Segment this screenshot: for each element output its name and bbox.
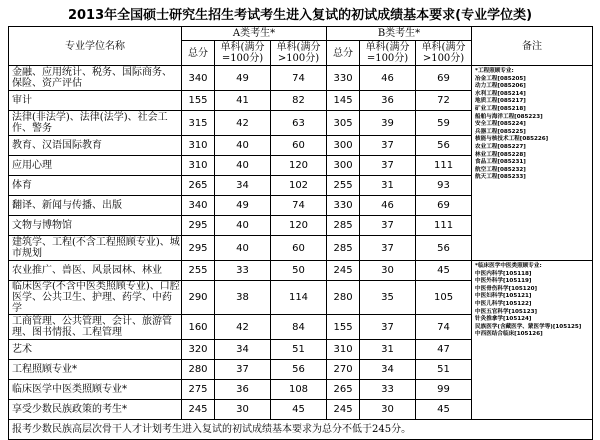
- header-row: [9, 27, 593, 41]
- table-row: [9, 261, 593, 281]
- a-single100: 42: [215, 111, 271, 136]
- remarks-engineering: [472, 66, 593, 261]
- b-single-over100: 56: [416, 236, 472, 261]
- b-total: 285: [327, 216, 360, 236]
- row-name: 临床医学中医类照顾专业*: [9, 380, 182, 400]
- footnote-row: [9, 420, 593, 440]
- b-single-over100: 45: [416, 400, 472, 420]
- a-total: 155: [182, 91, 215, 111]
- a-single-over100: 56: [271, 360, 327, 380]
- b-single-over100: 51: [416, 360, 472, 380]
- row-name: 工商管理、公共管理、会计、旅游管理、图书情报、工程管理: [9, 315, 182, 340]
- b-total: 245: [327, 261, 360, 281]
- a-single-over100: 63: [271, 111, 327, 136]
- row-name: 临床医学(不含中医类照顾专业)、口腔医学、公共卫生、护理、药学、中药学: [9, 281, 182, 315]
- b-single-over100: 111: [416, 216, 472, 236]
- a-single-over100: 84: [271, 315, 327, 340]
- row-name: 审计: [9, 91, 182, 111]
- b-total: 280: [327, 281, 360, 315]
- row-name: 翻译、新闻与传播、出版: [9, 196, 182, 216]
- row-name: 法律(非法学)、法律(法学)、社会工作、警务: [9, 111, 182, 136]
- a-total: 340: [182, 196, 215, 216]
- a-single-over100: 74: [271, 66, 327, 91]
- b-total: 300: [327, 156, 360, 176]
- a-single100: 33: [215, 261, 271, 281]
- a-single-over100: 45: [271, 400, 327, 420]
- a-single100: 40: [215, 216, 271, 236]
- b-single100: 34: [360, 360, 416, 380]
- b-single-over100: 45: [416, 261, 472, 281]
- b-single100: 33: [360, 380, 416, 400]
- a-single-over100: 51: [271, 340, 327, 360]
- b-single100: 30: [360, 400, 416, 420]
- row-name: 金融、应用统计、税务、国际商务、保险、资产评估: [9, 66, 182, 91]
- a-single100: 37: [215, 360, 271, 380]
- a-single-over100: 120: [271, 156, 327, 176]
- a-single100: 34: [215, 176, 271, 196]
- a-single100: 36: [215, 380, 271, 400]
- a-single100-header: 单科(满分 =100分): [215, 41, 271, 66]
- a-total-header: 总分: [182, 41, 215, 66]
- b-single100: 31: [360, 340, 416, 360]
- a-single-over100: 50: [271, 261, 327, 281]
- b-total-header: 总分: [327, 41, 360, 66]
- a-total: 340: [182, 66, 215, 91]
- b-total: 245: [327, 400, 360, 420]
- a-total: 310: [182, 156, 215, 176]
- a-single-over100: 108: [271, 380, 327, 400]
- table-row: [9, 66, 593, 91]
- b-single100: 37: [360, 216, 416, 236]
- row-name: 教育、汉语国际教育: [9, 136, 182, 156]
- remarks-medicine-text: *临床医学中医类照顾专业: 中医内科学[105118] 中医外科学[105119] 中医骨伤科学[105120] 中医妇科学[105121] 中医儿科学[105122] 中医五官科学[105123] 针灸推拿学[105124] 民族医学(含藏医学、蒙医学等)[105125] 中西医结合临床[105126]: [475, 263, 582, 338]
- row-name: 建筑学、工程(不含工程照顾专业)、城市规划: [9, 236, 182, 261]
- b-single100: 46: [360, 66, 416, 91]
- a-single100: 40: [215, 136, 271, 156]
- a-single-over100-header: 单科(满分 >100分): [271, 41, 327, 66]
- b-total: 330: [327, 196, 360, 216]
- b-total: 285: [327, 236, 360, 261]
- b-single100: 37: [360, 156, 416, 176]
- b-single-over100: 74: [416, 315, 472, 340]
- b-single100: 39: [360, 111, 416, 136]
- a-total: 290: [182, 281, 215, 315]
- category-header: 专业学位名称: [9, 27, 182, 66]
- a-single-over100: 60: [271, 236, 327, 261]
- b-single100: 37: [360, 315, 416, 340]
- b-single100: 35: [360, 281, 416, 315]
- remarks-header: 备注: [472, 27, 593, 66]
- b-single-over100: 93: [416, 176, 472, 196]
- a-single100: 38: [215, 281, 271, 315]
- a-group-header: A类考生*: [182, 27, 327, 41]
- a-single100: 34: [215, 340, 271, 360]
- row-name: 文物与博物馆: [9, 216, 182, 236]
- b-single-over100: 59: [416, 111, 472, 136]
- a-total: 310: [182, 136, 215, 156]
- a-single100: 41: [215, 91, 271, 111]
- row-name: 应用心理: [9, 156, 182, 176]
- a-single-over100: 82: [271, 91, 327, 111]
- a-single100: 49: [215, 196, 271, 216]
- a-total: 275: [182, 380, 215, 400]
- a-total: 295: [182, 216, 215, 236]
- b-total: 310: [327, 340, 360, 360]
- a-total: 245: [182, 400, 215, 420]
- b-total: 145: [327, 91, 360, 111]
- a-total: 280: [182, 360, 215, 380]
- b-total: 305: [327, 111, 360, 136]
- row-name: 艺术: [9, 340, 182, 360]
- b-single100: 37: [360, 136, 416, 156]
- page-title: 2013年全国硕士研究生招生考试考生进入复试的初试成绩基本要求(专业学位类): [67, 8, 533, 23]
- a-single100: 40: [215, 156, 271, 176]
- b-single100: 31: [360, 176, 416, 196]
- b-single100: 37: [360, 236, 416, 261]
- a-total: 315: [182, 111, 215, 136]
- b-single100-header: 单科(满分 =100分): [360, 41, 416, 66]
- a-total: 295: [182, 236, 215, 261]
- a-total: 265: [182, 176, 215, 196]
- footnote: 报考少数民族高层次骨干人才计划考生进入复试的初试成绩基本要求为总分不低于245分。: [9, 420, 593, 440]
- a-single100: 40: [215, 236, 271, 261]
- a-total: 320: [182, 340, 215, 360]
- b-group-header: B类考生*: [327, 27, 472, 41]
- a-single-over100: 102: [271, 176, 327, 196]
- a-single-over100: 60: [271, 136, 327, 156]
- b-total: 265: [327, 380, 360, 400]
- b-single100: 46: [360, 196, 416, 216]
- b-single-over100: 47: [416, 340, 472, 360]
- a-total: 160: [182, 315, 215, 340]
- a-single100: 30: [215, 400, 271, 420]
- a-single100: 42: [215, 315, 271, 340]
- b-single-over100: 72: [416, 91, 472, 111]
- b-single-over100: 69: [416, 196, 472, 216]
- row-name: 享受少数民族政策的考生*: [9, 400, 182, 420]
- b-single100: 36: [360, 91, 416, 111]
- b-single-over100: 99: [416, 380, 472, 400]
- a-single-over100: 74: [271, 196, 327, 216]
- row-name: 工程照顾专业*: [9, 360, 182, 380]
- a-total: 255: [182, 261, 215, 281]
- b-single100: 30: [360, 261, 416, 281]
- b-single-over100: 69: [416, 66, 472, 91]
- row-name: 农业推广、兽医、风景园林、林业: [9, 261, 182, 281]
- b-total: 270: [327, 360, 360, 380]
- b-total: 155: [327, 315, 360, 340]
- a-single100: 49: [215, 66, 271, 91]
- b-total: 255: [327, 176, 360, 196]
- a-single-over100: 114: [271, 281, 327, 315]
- b-single-over100-header: 单科(满分 >100分): [416, 41, 472, 66]
- score-table: [8, 26, 593, 440]
- b-total: 300: [327, 136, 360, 156]
- remarks-engineering-text: *工程照顾专业: 冶金工程[085205] 动力工程[085206] 水利工程[085214] 地质工程[085217] 矿业工程[085218] 船舶与海洋工程[085223] 安全工程[085224] 兵器工程[085225] 核能与核技术工程[085226] 农业工程[085227] 林业工程[085228] 食品工程[085231] 航空工程[085232] 航天工程[085233]: [475, 68, 549, 181]
- a-single-over100: 120: [271, 216, 327, 236]
- b-single-over100: 56: [416, 136, 472, 156]
- remarks-medicine: [472, 261, 593, 420]
- b-single-over100: 111: [416, 156, 472, 176]
- b-total: 330: [327, 66, 360, 91]
- b-single-over100: 105: [416, 281, 472, 315]
- row-name: 体育: [9, 176, 182, 196]
